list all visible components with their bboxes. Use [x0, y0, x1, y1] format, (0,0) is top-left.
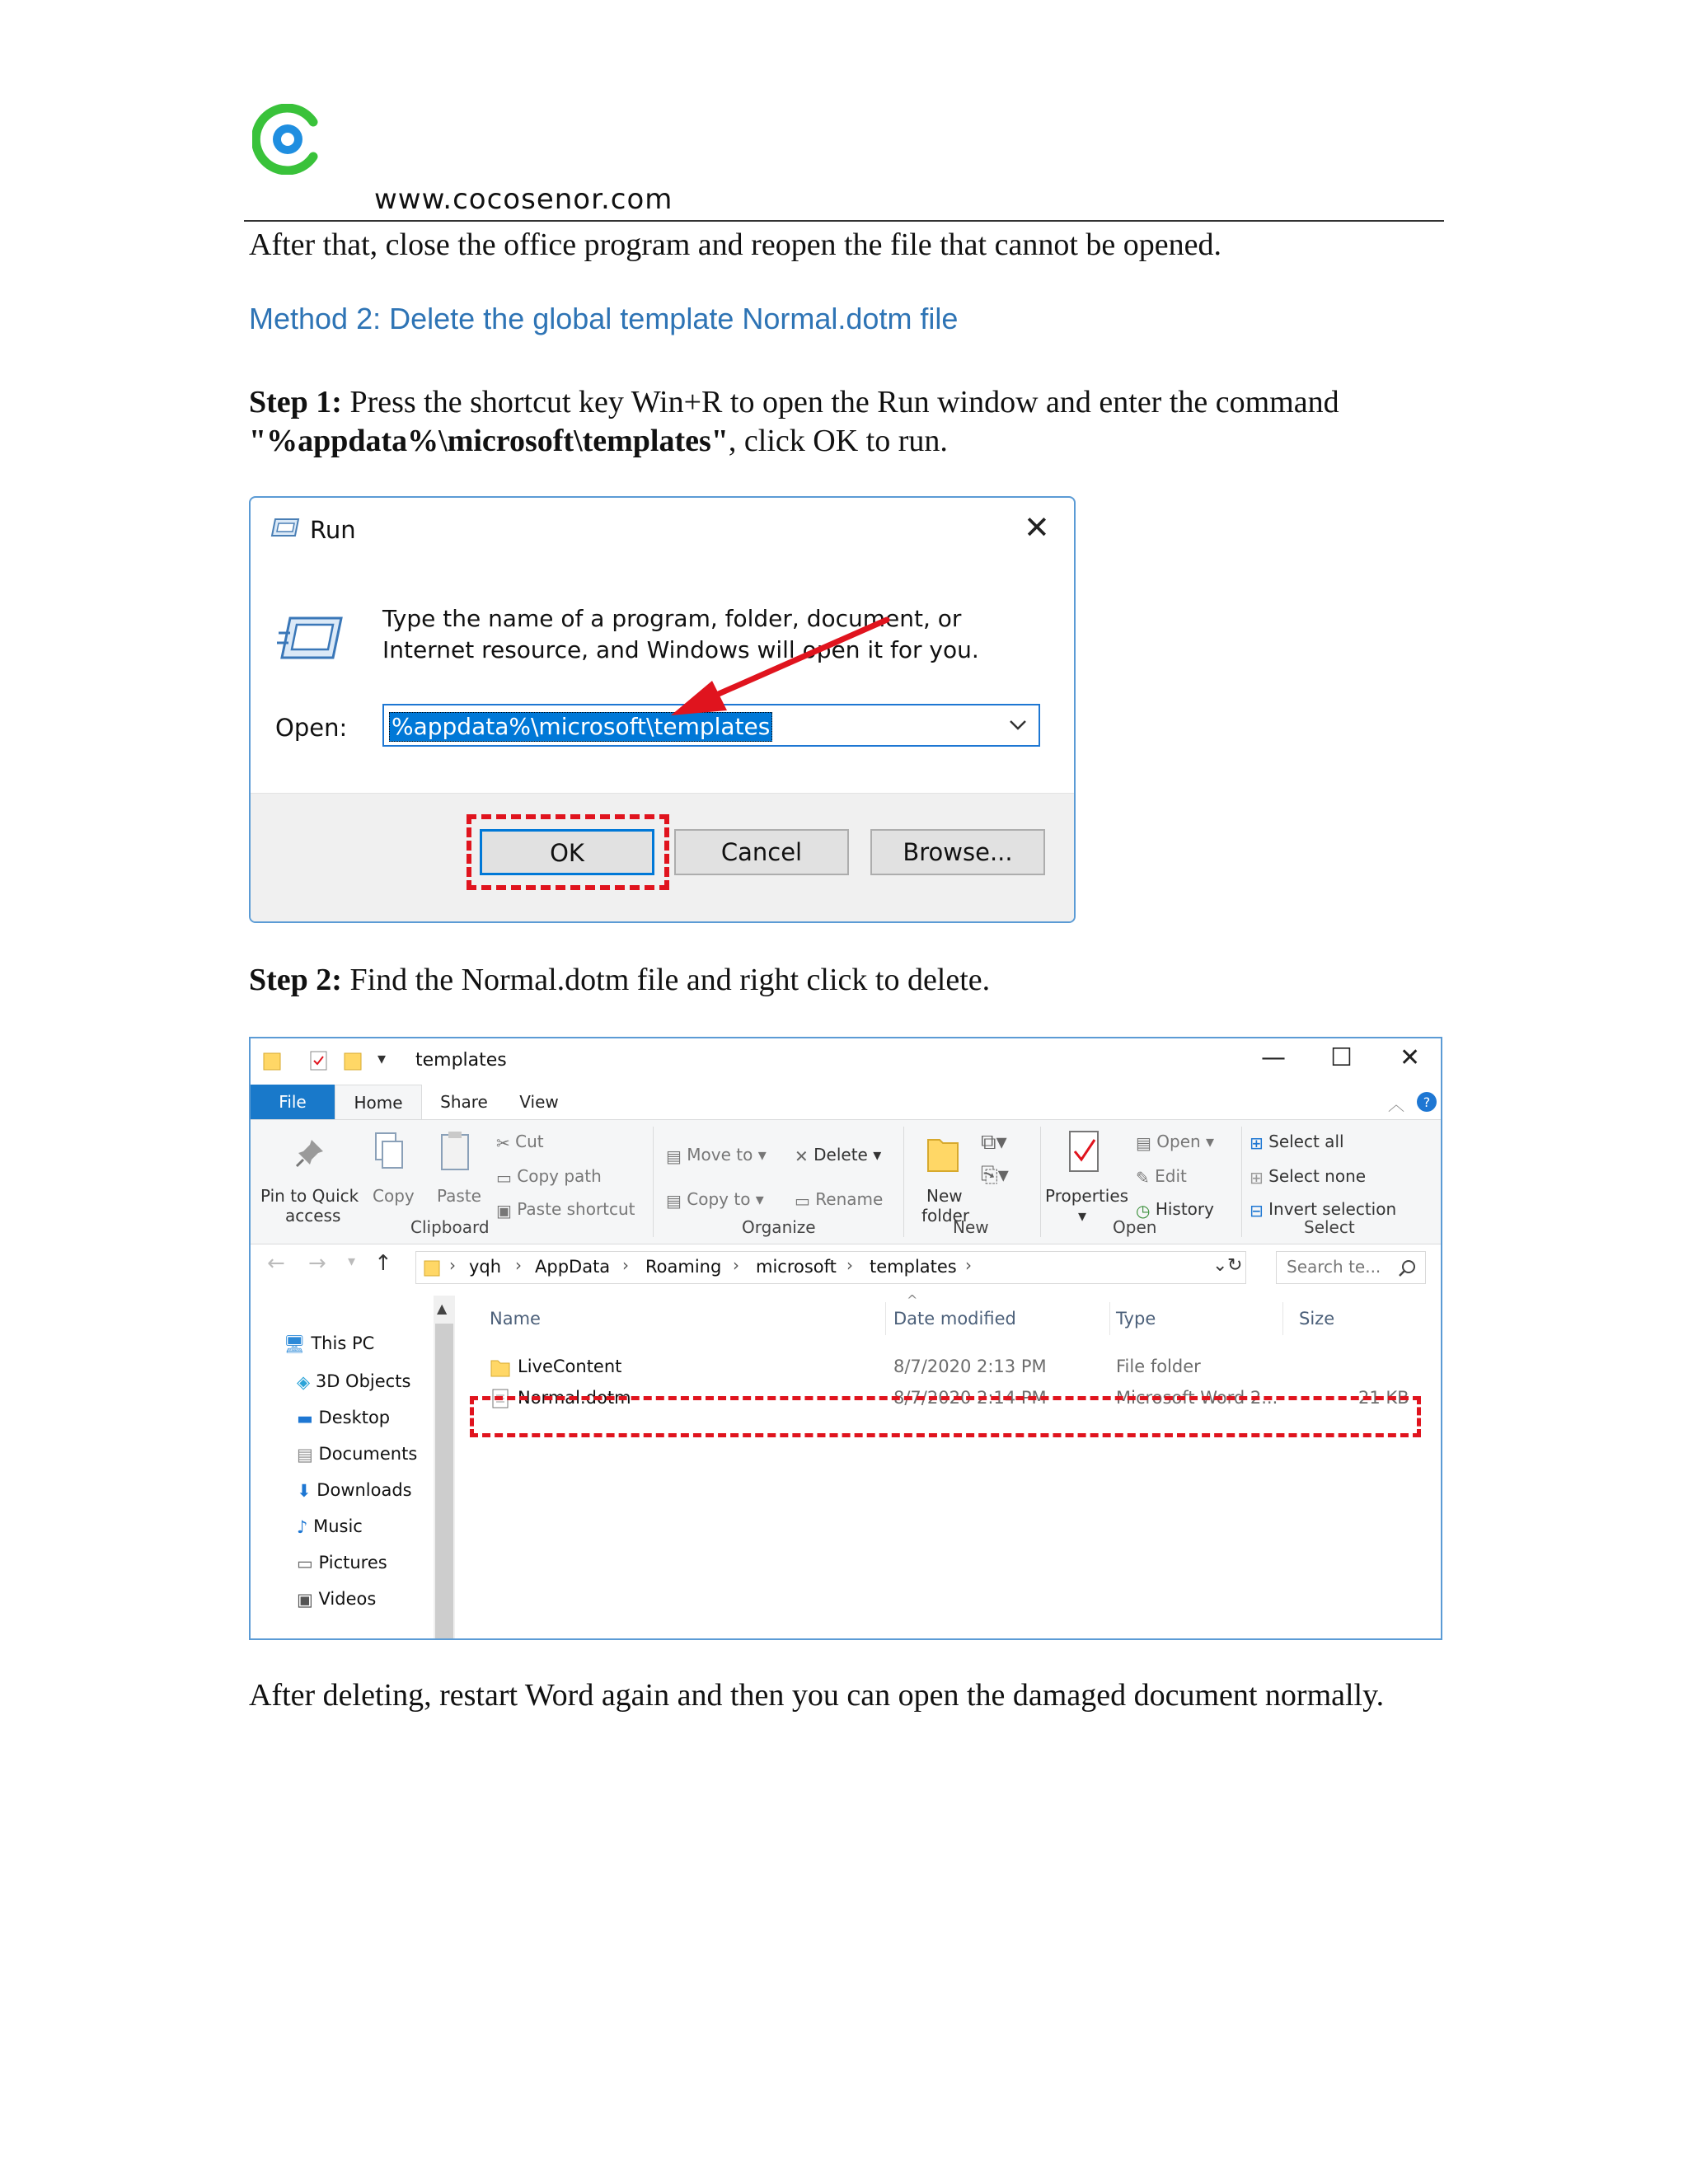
music-note-icon: ♪ — [297, 1517, 308, 1537]
ribbon-separator — [1241, 1127, 1242, 1237]
step1-text-b: , click OK to run. — [728, 424, 948, 458]
tab-home[interactable]: Home — [335, 1085, 422, 1119]
new-folder-label2: folder — [921, 1206, 970, 1226]
breadcrumb-separator: › — [515, 1255, 522, 1275]
select-all-label: Select all — [1268, 1132, 1344, 1151]
nav-item-3d-objects[interactable] — [297, 1371, 410, 1392]
close-icon[interactable]: ✕ — [1024, 509, 1050, 546]
history-icon: ◷ — [1136, 1200, 1151, 1221]
properties-dropdown-icon[interactable]: ▾ — [1078, 1206, 1087, 1226]
open-button[interactable]: ▤ Open ▾ — [1136, 1132, 1215, 1153]
tab-view[interactable]: View — [519, 1092, 559, 1112]
chevron-down-icon[interactable] — [1007, 714, 1029, 735]
step1-label: Step 1: — [249, 385, 342, 419]
nav-label: Music — [313, 1516, 363, 1536]
column-size[interactable]: Size — [1299, 1309, 1335, 1329]
move-to-label: Move to — [687, 1145, 753, 1165]
select-none-icon: ⊞ — [1250, 1167, 1264, 1188]
paste-icon — [438, 1130, 471, 1174]
explorer-titlebar — [251, 1038, 1441, 1083]
ribbon-tabs — [251, 1085, 1441, 1119]
select-all-icon: ⊞ — [1250, 1132, 1264, 1153]
nav-item-videos[interactable] — [297, 1589, 376, 1610]
address-bar[interactable] — [415, 1251, 1246, 1284]
nav-item-this-pc[interactable] — [284, 1333, 374, 1355]
address-dropdown-icon[interactable]: ⌄ — [1212, 1255, 1228, 1276]
run-titlebar — [251, 498, 1074, 562]
copy-to-button[interactable]: ▤ Copy to ▾ — [666, 1189, 764, 1211]
browse-button[interactable]: Browse... — [870, 829, 1045, 875]
pin-to-quick-access-button[interactable]: Pin to Quick — [260, 1186, 359, 1206]
nav-item-music[interactable] — [297, 1516, 363, 1537]
properties-button[interactable]: Properties — [1045, 1186, 1129, 1206]
copy-to-icon: ▤ — [666, 1190, 682, 1211]
step2-paragraph — [249, 961, 990, 1000]
computer-icon: 🖥 — [284, 1333, 306, 1354]
customize-toolbar-icon[interactable]: ▾ — [377, 1048, 387, 1068]
ribbon-home — [251, 1119, 1441, 1244]
run-app-icon — [269, 516, 302, 541]
folder-icon — [490, 1357, 511, 1378]
file-list — [458, 1292, 1441, 1638]
rename-icon: ▭ — [795, 1190, 810, 1211]
ribbon-separator — [1040, 1127, 1041, 1237]
help-icon[interactable] — [1416, 1091, 1437, 1113]
step1-command: "%appdata%\microsoft\templates" — [249, 424, 729, 458]
cocosenor-logo — [252, 104, 323, 175]
nav-label: Downloads — [316, 1480, 412, 1500]
rename-button[interactable] — [795, 1189, 883, 1211]
minimize-icon[interactable]: — — [1261, 1043, 1286, 1072]
sort-up-icon: ^ — [907, 1292, 918, 1308]
ribbon-separator — [653, 1127, 654, 1237]
copy-path-label: Copy path — [517, 1166, 602, 1186]
nav-label: 3D Objects — [315, 1371, 411, 1391]
pin-to-quick-access-label2: access — [285, 1206, 341, 1226]
cube-icon: ◈ — [297, 1372, 311, 1392]
organize-group-label: Organize — [742, 1217, 816, 1237]
breadcrumb-roaming[interactable]: Roaming — [645, 1257, 722, 1277]
nav-item-downloads[interactable] — [297, 1480, 412, 1501]
red-arrow-annotation — [663, 613, 893, 720]
file-date: 8/7/2020 2:14 PM — [893, 1388, 1047, 1408]
back-arrow-icon[interactable]: ← — [267, 1251, 285, 1276]
edit-button[interactable] — [1136, 1166, 1187, 1188]
column-date-modified[interactable]: Date modified — [893, 1309, 1016, 1329]
paste-shortcut-icon: ▣ — [496, 1200, 512, 1221]
svg-text:?: ? — [1423, 1094, 1431, 1110]
nav-item-desktop[interactable] — [297, 1408, 390, 1428]
column-separator — [885, 1302, 886, 1335]
select-all-button[interactable] — [1250, 1132, 1344, 1153]
nav-item-pictures[interactable] — [297, 1553, 387, 1573]
step2-text: Find the Normal.dotm file and right click to delete. — [341, 963, 991, 997]
pin-icon — [293, 1137, 326, 1169]
forward-arrow-icon[interactable]: → — [308, 1251, 326, 1276]
paste-shortcut-button[interactable] — [496, 1199, 635, 1221]
file-date: 8/7/2020 2:13 PM — [893, 1357, 1047, 1376]
desktop-icon: ▬ — [297, 1408, 313, 1428]
delete-label: Delete — [814, 1145, 868, 1165]
documents-icon: ▤ — [297, 1445, 313, 1465]
address-row — [251, 1244, 1441, 1292]
new-folder-button[interactable]: New — [926, 1186, 963, 1206]
move-to-icon: ▤ — [666, 1146, 682, 1166]
edit-label: Edit — [1155, 1166, 1187, 1186]
copy-icon — [373, 1130, 406, 1174]
properties-icon — [1067, 1128, 1103, 1176]
run-dialog — [249, 496, 1076, 923]
method-heading: Method 2: Delete the global template Normal.dotm file — [249, 302, 959, 335]
maximize-icon[interactable]: ☐ — [1330, 1043, 1353, 1072]
step1-paragraph — [249, 383, 1436, 461]
copy-path-icon: ▭ — [496, 1167, 512, 1188]
scroll-up-icon[interactable]: ▲ — [437, 1301, 448, 1316]
select-none-button[interactable] — [1250, 1166, 1366, 1188]
cut-label: Cut — [515, 1132, 544, 1151]
breadcrumb-separator: › — [965, 1255, 972, 1275]
normal-dotm-highlight-box — [470, 1396, 1421, 1437]
nav-item-documents[interactable] — [297, 1444, 417, 1465]
pictures-icon: ▭ — [297, 1554, 313, 1573]
invert-selection-label: Invert selection — [1268, 1199, 1397, 1219]
run-description: Type the name of a program, folder, document, or Internet resource, and Windows will open it for you. — [382, 605, 979, 663]
column-separator — [1109, 1302, 1110, 1335]
ok-highlight-box — [467, 814, 669, 890]
copy-path-button[interactable] — [496, 1166, 602, 1188]
column-name[interactable]: Name — [490, 1309, 541, 1329]
copy-button[interactable]: Copy — [373, 1186, 415, 1206]
scissors-icon: ✂ — [496, 1132, 510, 1153]
search-input[interactable] — [1276, 1251, 1426, 1284]
new-folder-icon — [925, 1132, 963, 1176]
header-divider — [244, 220, 1444, 222]
open-label: Open — [1156, 1132, 1201, 1151]
site-url: www.cocosenor.com — [374, 183, 673, 216]
nav-label: Documents — [318, 1444, 418, 1464]
folder-icon — [262, 1050, 284, 1071]
file-name: LiveContent — [518, 1357, 622, 1376]
close-icon[interactable]: ✕ — [1400, 1043, 1421, 1072]
videos-icon: ▣ — [297, 1590, 313, 1610]
tab-file[interactable]: File — [251, 1085, 335, 1119]
rename-label: Rename — [815, 1189, 884, 1209]
breadcrumb-separator: › — [733, 1255, 739, 1275]
open-group-label: Open — [1113, 1217, 1157, 1237]
nav-label: Pictures — [318, 1553, 387, 1572]
up-arrow-icon[interactable]: ↑ — [374, 1251, 392, 1276]
file-name: Normal.dotm — [518, 1388, 631, 1408]
delete-button[interactable]: ✕ Delete ▾ — [795, 1145, 882, 1166]
cancel-button[interactable]: Cancel — [674, 829, 849, 875]
new-item-icon[interactable]: ⧉▾ — [981, 1130, 1007, 1155]
select-none-label: Select none — [1268, 1166, 1367, 1186]
paste-shortcut-label: Paste shortcut — [517, 1199, 635, 1219]
outro-paragraph: After deleting, restart Word again and then you can open the damaged document normally. — [249, 1678, 1385, 1713]
breadcrumb-separator: › — [846, 1255, 853, 1275]
intro-paragraph: After that, close the office program and reopen the file that cannot be opened. — [249, 227, 1221, 262]
window-title: templates — [415, 1050, 507, 1071]
column-type[interactable]: Type — [1116, 1309, 1156, 1329]
folder-icon — [423, 1258, 443, 1278]
open-icon: ▤ — [1136, 1132, 1151, 1153]
select-group-label: Select — [1304, 1217, 1355, 1237]
nav-label: This PC — [311, 1333, 375, 1353]
breadcrumb-separator: › — [449, 1255, 456, 1275]
breadcrumb-yqh[interactable]: yqh — [469, 1257, 502, 1277]
ok-button[interactable]: OK — [480, 829, 654, 875]
invert-selection-icon: ⊟ — [1250, 1200, 1264, 1221]
properties-check-icon[interactable] — [308, 1050, 330, 1071]
easy-access-icon[interactable]: ⎘▾ — [981, 1163, 1009, 1188]
clipboard-group-label: Clipboard — [410, 1217, 490, 1237]
nav-scroll-thumb[interactable] — [435, 1324, 453, 1638]
step1-text-a: Press the shortcut key Win+R to open the Run window and enter the command — [341, 385, 1339, 419]
new-folder-icon[interactable] — [343, 1050, 364, 1071]
command-value: %appdata%\microsoft\templates — [389, 712, 772, 742]
file-explorer-window — [249, 1037, 1442, 1640]
search-placeholder: Search te... — [1287, 1257, 1381, 1277]
nav-label: Videos — [318, 1589, 377, 1609]
delete-x-icon: ✕ — [795, 1146, 809, 1166]
table-row[interactable] — [490, 1353, 1421, 1383]
recent-dropdown-icon[interactable]: ▾ — [348, 1253, 356, 1270]
breadcrumb-templates[interactable]: templates — [870, 1257, 957, 1277]
breadcrumb-appdata[interactable]: AppData — [535, 1257, 611, 1277]
move-to-button[interactable]: ▤ Move to ▾ — [666, 1145, 767, 1166]
nav-label: Desktop — [318, 1408, 391, 1427]
paste-button[interactable]: Paste — [437, 1186, 481, 1206]
column-separator — [1282, 1302, 1283, 1335]
run-title: Run — [310, 516, 356, 544]
new-group-label: New — [953, 1217, 989, 1237]
refresh-icon[interactable]: ↻ — [1227, 1255, 1243, 1276]
ribbon-separator — [903, 1127, 904, 1237]
edit-icon: ✎ — [1136, 1167, 1150, 1188]
step2-label: Step 2: — [249, 963, 342, 997]
open-label: Open: — [275, 714, 348, 742]
download-arrow-icon: ⬇ — [297, 1481, 312, 1501]
breadcrumb-separator: › — [622, 1255, 629, 1275]
file-type: Microsoft Word 2... — [1116, 1388, 1278, 1408]
breadcrumb-microsoft[interactable]: microsoft — [756, 1257, 837, 1277]
cut-button[interactable] — [496, 1132, 544, 1153]
collapse-ribbon-icon[interactable]: ︿ — [1388, 1094, 1404, 1114]
search-icon[interactable] — [1397, 1258, 1417, 1278]
file-type: File folder — [1116, 1357, 1201, 1376]
copy-to-label: Copy to — [687, 1189, 751, 1209]
history-label: History — [1155, 1199, 1214, 1219]
file-size: 21 KB — [1358, 1388, 1409, 1408]
run-large-icon — [275, 613, 346, 668]
navigation-pane — [251, 1292, 458, 1638]
tab-share[interactable]: Share — [440, 1092, 488, 1112]
